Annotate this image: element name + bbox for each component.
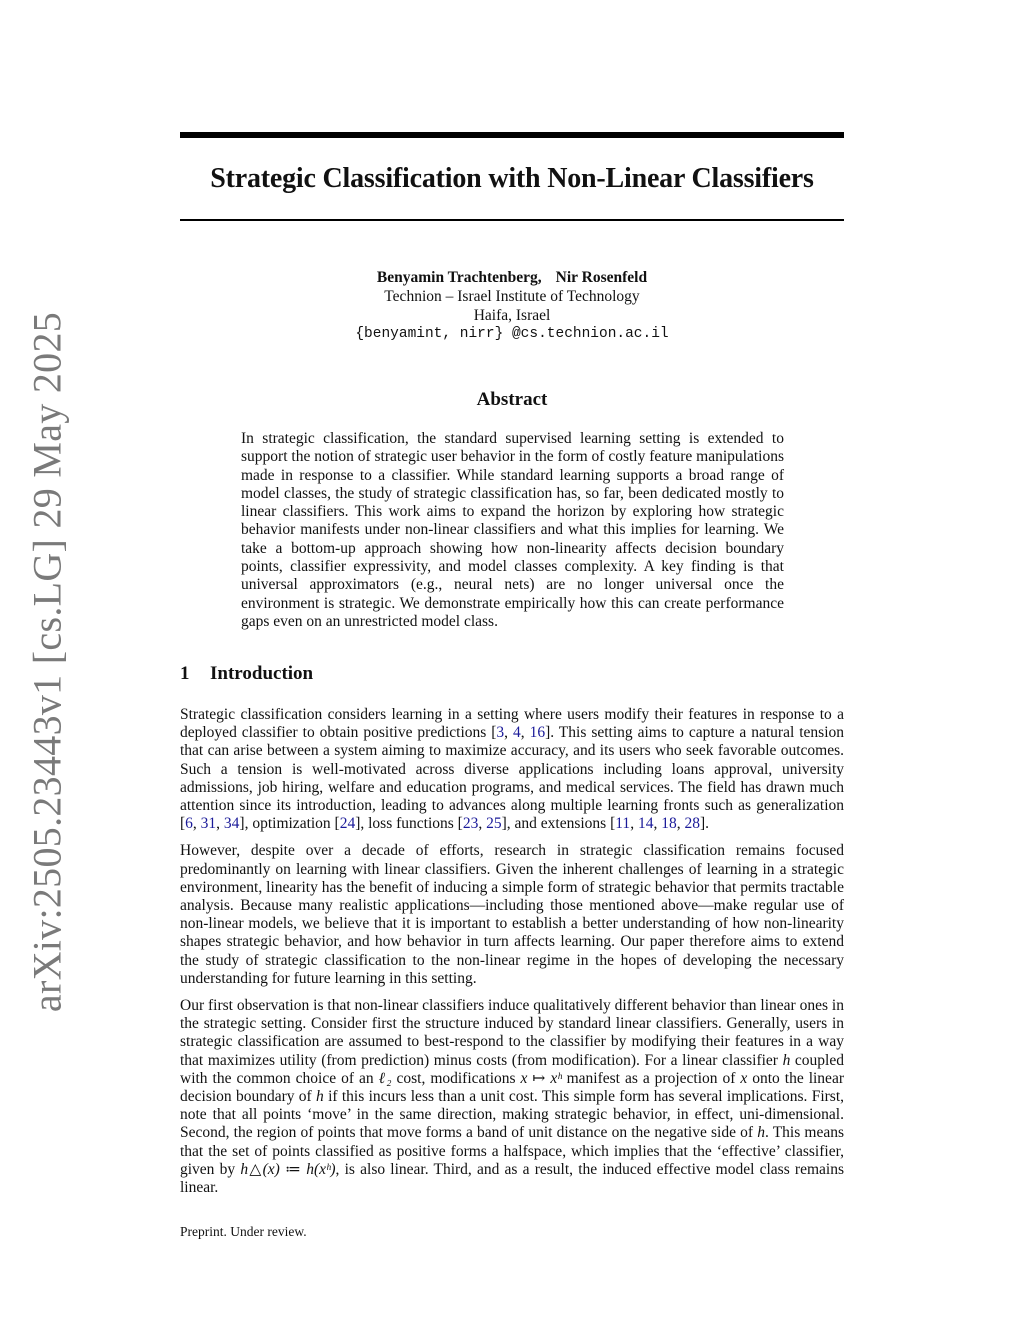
text-run: ,	[216, 815, 224, 833]
text-run: ], loss functions [	[355, 815, 463, 833]
paragraph-2: However, despite over a decade of efforts, research in strategic classification remains focused predominantly on learning with linear classifiers. Given the inherent challenges of learning in a strategic environment, linearity has the benefit of inducing a simple form of strategic behavior that permits tractable analysis. Because many realistic applications—including those mentioned above—make regular use of non-linear models, we believe that it is important to establish a better understanding of how non-linearity shapes strategic behavior, and how behavior in turn affects learning. Our paper therefore aims to extend the study of strategic classification to the non-linear regime in the hopes of developing the necessary understanding for future learning in this setting.	[180, 842, 844, 987]
text-run: coupled with the common choice of an	[180, 1051, 844, 1087]
citation-link[interactable]: 34	[223, 815, 240, 833]
section-heading	[180, 663, 313, 685]
arxiv-identifier: arXiv:2505.23443v1 [cs.LG] 29 May 2025	[24, 311, 70, 1013]
text-run: Strategic classification considers learning in a setting where users modify their features in response to a deployed classifier to obtain positive predictions [	[180, 706, 844, 742]
citation-link[interactable]: 18	[661, 815, 677, 833]
abstract-text: In strategic classification, the standard supervised learning setting is extended to support the notion of strategic user behavior in the form of costly feature manipulations made in response to a classifier. While standard learning supports a broad range of model classes, the study of strategic classification has, so far, been dedicated mostly to linear classifiers. This work aims to expand the horizon by exploring how strategic behavior manifests under non-linear classifiers and what this implies for learning. We take a bottom-up approach showing how non-linearity affects decision boundary points, classifier expressivity, and model classes complexity. A key finding is that universal approximators (e.g., neural nets) are no longer universal once the environment is strategic. We demonstrate empirically how this can create performance gaps even on an unrestricted model class.	[241, 430, 784, 630]
math-inline: h	[757, 1124, 765, 1142]
text-run: ], and extensions [	[501, 815, 616, 833]
text-run: if this incurs less than a unit cost. This simple form has several implications. First, note that all points ‘move’ in the same direction, making strategic behavior, in effect, uni-dimensional. Second, the region of points that move forms a band of unit distance on the negative side of	[180, 1088, 844, 1142]
author-name: Nir Rosenfeld	[555, 269, 648, 286]
math-inline: h	[782, 1051, 791, 1069]
text-run: manifest as a projection of	[561, 1069, 741, 1087]
paper-title: Strategic Classification with Non-Linear Classifiers	[210, 163, 814, 194]
citation-link[interactable]: 28	[684, 815, 700, 833]
citation-link[interactable]: 3	[496, 724, 505, 742]
math-inline: h	[316, 1088, 324, 1106]
author-block	[180, 268, 844, 344]
title-top-rule	[180, 132, 844, 138]
citation-link[interactable]: 23	[462, 815, 479, 833]
text-run: ,	[630, 815, 638, 833]
paragraph-3	[180, 997, 844, 1197]
math-inline: h△(x) ≔ h(xʰ)	[240, 1160, 336, 1178]
title-area	[180, 163, 844, 195]
text-run: ], optimization [	[239, 815, 340, 833]
abstract-heading: Abstract	[476, 389, 548, 410]
author-names	[180, 268, 844, 287]
section-title: Introduction	[210, 663, 314, 684]
affiliation: Technion – Israel Institute of Technology	[384, 288, 640, 305]
math-inline: ℓ₂	[378, 1069, 392, 1087]
citation-link[interactable]: 6	[185, 815, 193, 833]
citation-link[interactable]: 25	[486, 815, 502, 833]
text-run: ]. This setting aims to capture a natural tension that can arise between a system aiming to maximize accuracy, and its users who seek favorable outcomes. Such a tension is well-motivated across diverse applications including loans approval, university admissions, job hiring, welfare and education programs, and medical services. The field has drawn much attention since its introduction, leading to advances along multiple learning fronts such as generalization [	[180, 724, 845, 833]
text-run: ].	[699, 815, 709, 833]
text-run: , is also linear. Third, and as a result, the induced effective model class remains linear.	[180, 1160, 844, 1197]
citation-link[interactable]: 24	[339, 815, 356, 833]
title-bottom-rule	[180, 219, 844, 221]
text-run: Our first observation is that non-linear classifiers induce qualitatively different behavior than linear ones in the strategic setting. Consider first the structure induced by standard linear classifiers. Generally, users in strategic classification are assumed to best-respond to the classifier by modifying their features in a way that maximizes utility (from prediction) minus costs (from modification). For a linear classifier	[180, 997, 844, 1069]
text-run: ,	[478, 815, 487, 833]
text-run: cost, modifications	[391, 1069, 521, 1087]
math-inline: x	[740, 1069, 748, 1087]
citation-link[interactable]: 4	[513, 724, 521, 742]
text-run: ,	[653, 815, 662, 833]
page-footer: Preprint. Under review.	[180, 1224, 307, 1239]
paragraph-1	[180, 706, 844, 833]
citation-link[interactable]: 16	[529, 724, 546, 742]
citation-link[interactable]: 31	[200, 815, 217, 833]
section-number: 1	[180, 663, 190, 684]
citation-link[interactable]: 14	[637, 815, 654, 833]
text-run: ,	[520, 724, 530, 742]
author-name: Benyamin Trachtenberg,	[376, 269, 542, 286]
math-inline: x ↦ xʰ	[520, 1069, 562, 1087]
text-run: ,	[676, 815, 685, 833]
text-run: ,	[192, 815, 201, 833]
text-run: . This means that the set of points classified as positive forms a halfspace, which implies that the ‘effective’ classifier, given by	[180, 1124, 845, 1178]
email: {benyamint, nirr} @cs.technion.ac.il	[355, 326, 669, 342]
text-run: onto the linear decision boundary of	[180, 1069, 844, 1106]
citation-link[interactable]: 11	[615, 815, 631, 833]
text-run: ,	[504, 724, 513, 742]
location: Haifa, Israel	[473, 307, 551, 324]
introduction-body	[180, 706, 844, 1206]
